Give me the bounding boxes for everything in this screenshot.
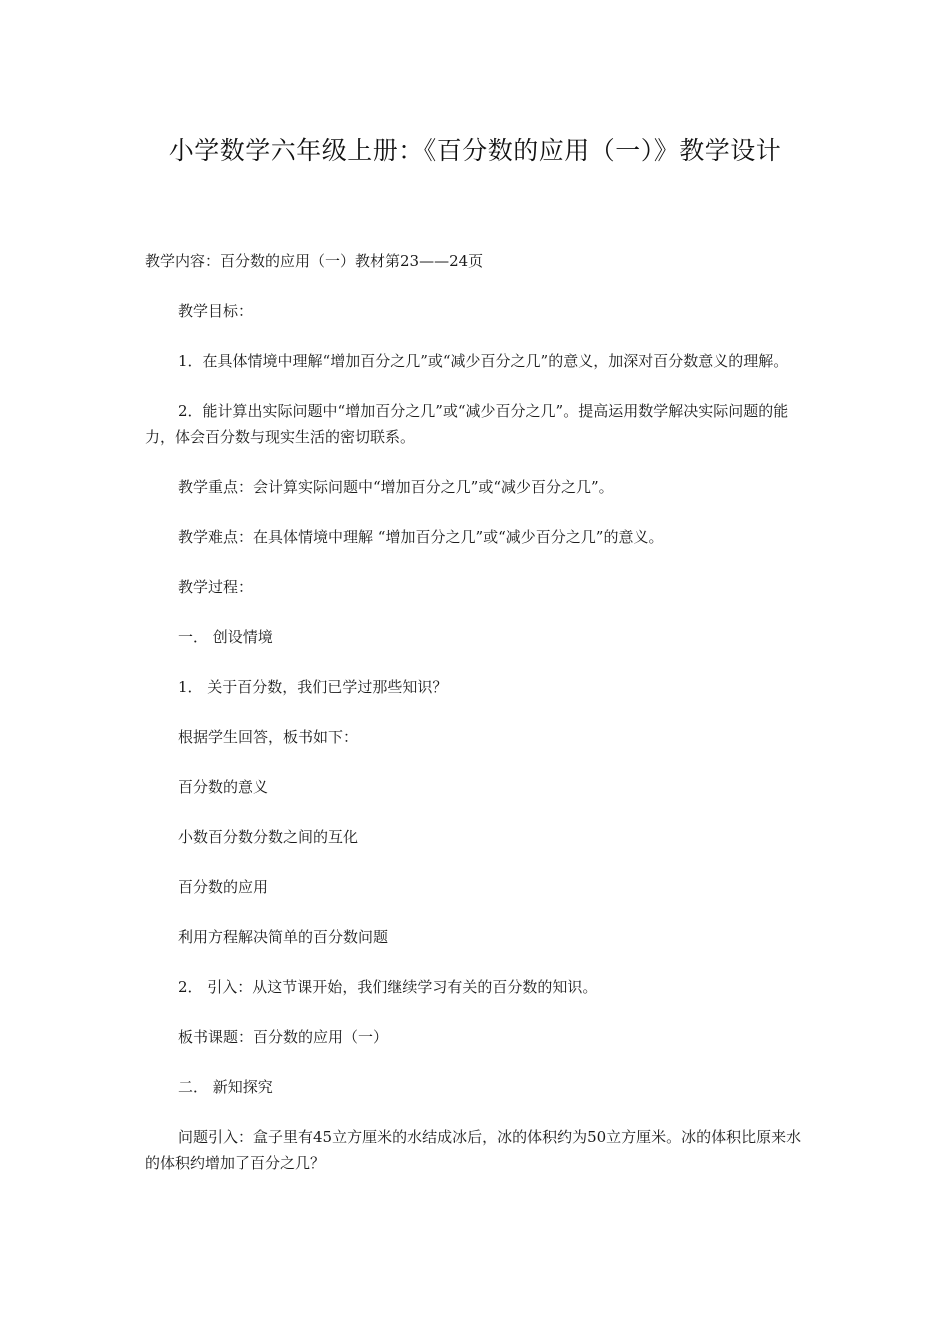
paragraph-board-title: 板书课题：百分数的应用（一） <box>178 1028 389 1046</box>
paragraph-process-heading: 教学过程： <box>178 578 254 596</box>
paragraph-goal-1: 1．在具体情境中理解“增加百分之几”或“减少百分之几”的意义，加深对百分数意义的理解。 <box>178 352 789 370</box>
paragraph-intro-2: 2． 引入：从这节课开始，我们继续学习有关的百分数的知识。 <box>178 978 598 996</box>
paragraph-goal-2: 2．能计算出实际问题中“增加百分之几”或“减少百分之几”。提高运用数学解决实际问题的能力，体会百分数与现实生活的密切联系。 <box>145 402 789 446</box>
paragraph-section-2-heading: 二． 新知探究 <box>178 1078 273 1096</box>
paragraph-problem-intro: 问题引入：盒子里有45立方厘米的水结成冰后，冰的体积约为50立方厘米。冰的体积比原来水的体积约增加了百分之几？ <box>145 1128 802 1172</box>
paragraph-board-item: 百分数的应用 <box>178 878 269 896</box>
paragraph-board-item: 小数百分数分数之间的互化 <box>178 828 359 846</box>
document-title: 小学数学六年级上册：《百分数的应用（一）》教学设计 <box>168 136 782 165</box>
paragraph-board-item: 利用方程解决简单的百分数问题 <box>178 928 389 946</box>
paragraph-section-1-heading: 一． 创设情境 <box>178 628 273 646</box>
paragraph-question-1: 1． 关于百分数，我们已学过那些知识？ <box>178 678 448 696</box>
paragraph-board-item: 百分数的意义 <box>178 778 269 796</box>
document-body <box>145 248 807 1200</box>
paragraph-difficult-point: 教学难点：在具体情境中理解 “增加百分之几”或“减少百分之几”的意义。 <box>178 528 664 546</box>
paragraph-board-intro: 根据学生回答，板书如下： <box>178 728 359 746</box>
paragraph-key-point: 教学重点：会计算实际问题中“增加百分之几”或“减少百分之几”。 <box>178 478 614 496</box>
paragraph-teaching-goals-heading: 教学目标： <box>178 302 254 320</box>
paragraph-teaching-content: 教学内容：百分数的应用（一）教材第23——24页 <box>145 252 484 270</box>
